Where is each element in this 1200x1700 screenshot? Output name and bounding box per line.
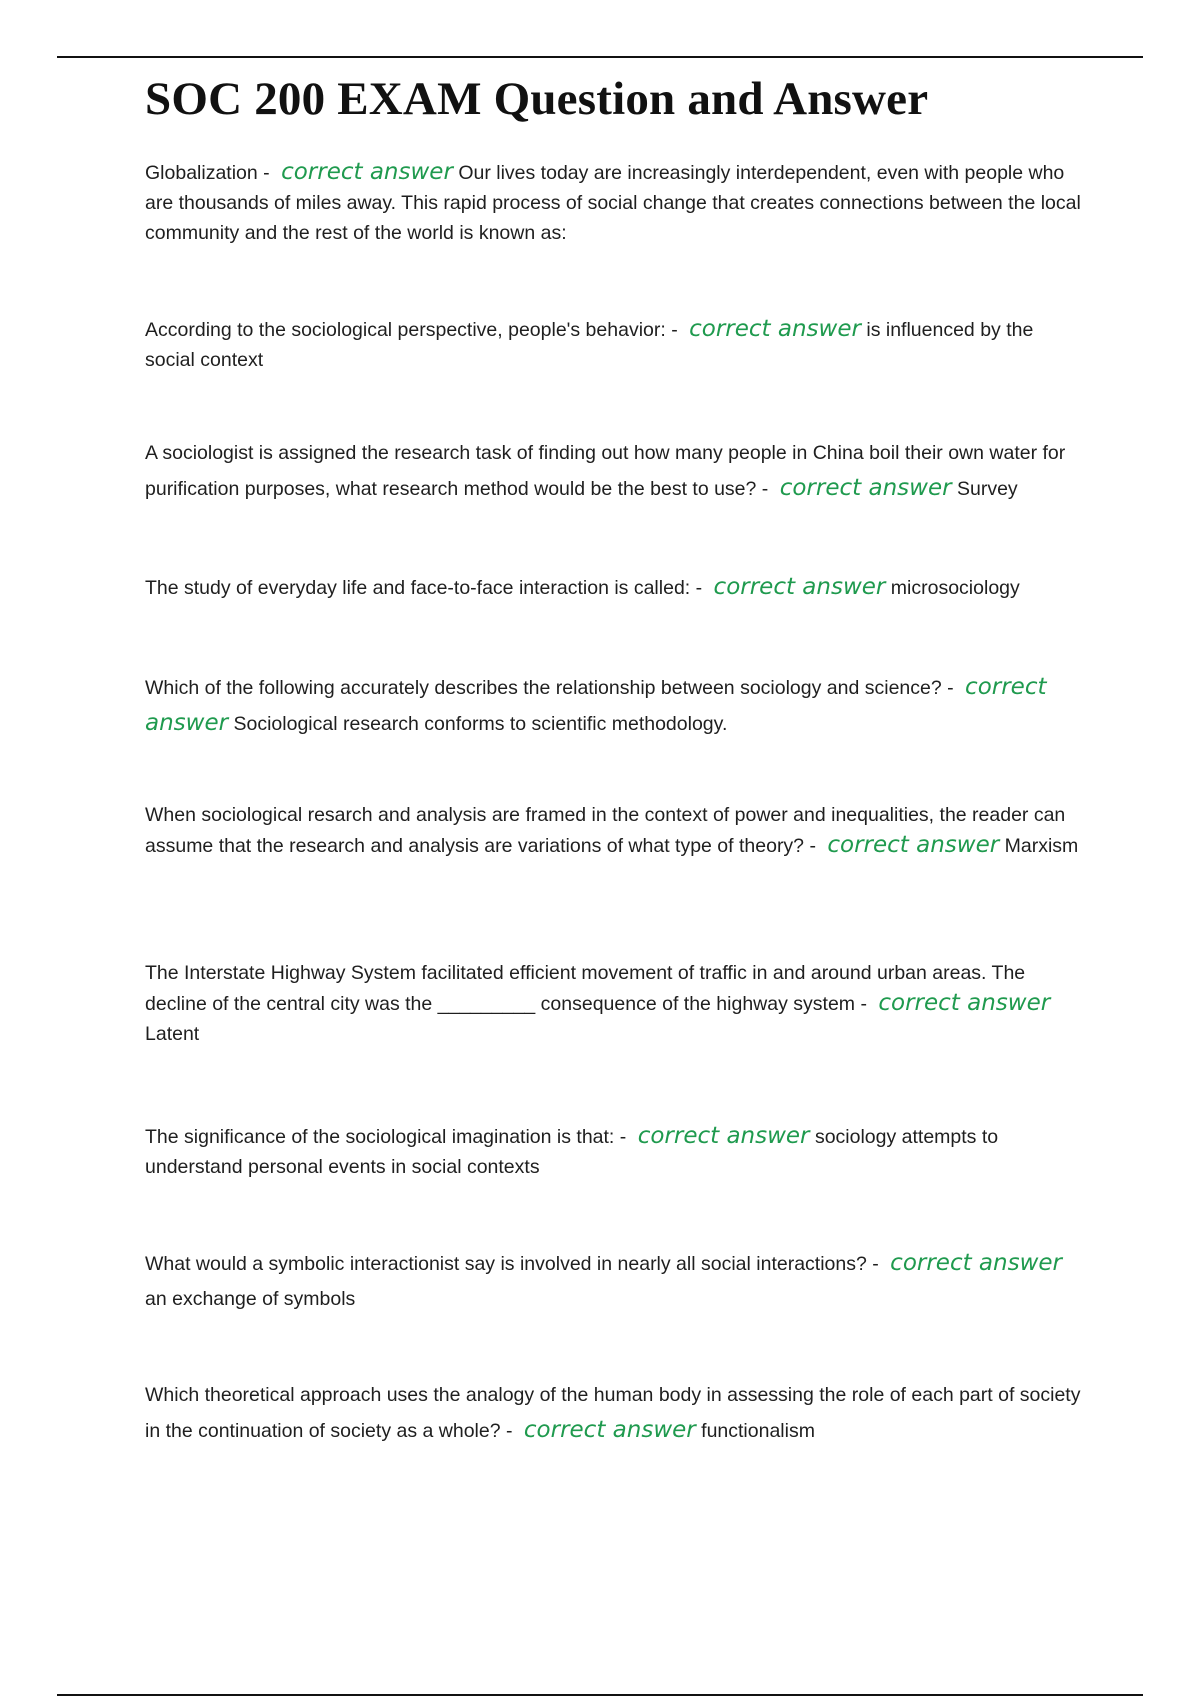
- question-text: Globalization: [145, 162, 258, 184]
- page-title: SOC 200 EXAM Question and Answer: [145, 73, 929, 125]
- answer-text: Sociological research conforms to scientific methodology.: [233, 713, 728, 735]
- correct-answer-marker: correct answer: [523, 1417, 696, 1443]
- qa-item: [145, 572, 1085, 603]
- separator: -: [671, 319, 678, 341]
- question-text: A sociologist is assigned the research task of finding out how many people in China boil their own water for purification purposes, what research method would be the best to use?: [145, 442, 1066, 500]
- correct-answer-marker: correct answer: [145, 674, 1047, 736]
- question-text: What would a symbolic interactionist say is involved in nearly all social interactions?: [145, 1253, 867, 1275]
- correct-answer-marker: correct answer: [713, 574, 886, 600]
- separator: -: [872, 1253, 879, 1275]
- correct-answer-marker: correct answer: [779, 475, 952, 501]
- separator: -: [505, 1420, 513, 1442]
- separator: -: [619, 1126, 627, 1148]
- answer-text: Survey: [956, 478, 1018, 500]
- answer-text: sociology attempts to understand personal events in social contexts: [145, 1126, 999, 1178]
- correct-answer-marker: correct answer: [281, 159, 453, 185]
- question-text: When sociological resarch and analysis are framed in the context of power and inequalities, the reader can assume that the research and analysis are variations of what type of theory?: [145, 804, 1066, 857]
- answer-text: Our lives today are increasingly interdependent, even with people who are thousands of miles away. This rapid process of social change that creates connections between the local community and the rest of the world is known as:: [145, 162, 1081, 244]
- answer-text: an exchange of symbols: [145, 1288, 356, 1310]
- bottom-rule: [57, 1694, 1143, 1696]
- separator: -: [263, 162, 270, 184]
- top-rule: [57, 56, 1143, 58]
- qa-item: [145, 1246, 1085, 1317]
- question-text: The Interstate Highway System facilitated efficient movement of traffic in and around urban areas. The decline of the central city was the _________ consequence of the highway system: [145, 962, 1026, 1015]
- qa-item: [145, 436, 1085, 507]
- question-text: The significance of the sociological imagination is that:: [145, 1126, 615, 1148]
- answer-text: microsociology: [890, 577, 1020, 599]
- answer-text: Latent: [145, 1023, 200, 1045]
- separator: -: [947, 677, 954, 699]
- separator: -: [860, 993, 867, 1015]
- answer-text: is influenced by the social context: [145, 319, 1034, 371]
- separator: -: [761, 478, 769, 500]
- qa-item: [145, 1121, 1085, 1182]
- qa-item: [145, 157, 1085, 248]
- correct-answer-marker: correct answer: [827, 832, 1000, 858]
- answer-text: Marxism: [1004, 835, 1079, 857]
- question-text: Which theoretical approach uses the analogy of the human body in assessing the role of each part of society in the continuation of society as a whole?: [145, 1384, 1081, 1442]
- question-text: Which of the following accurately describes the relationship between sociology and science?: [145, 677, 942, 699]
- qa-item: [145, 314, 1085, 375]
- correct-answer-marker: correct answer: [689, 316, 861, 342]
- question-text: According to the sociological perspective, people's behavior:: [145, 319, 666, 341]
- qa-item: [145, 800, 1085, 861]
- separator: -: [695, 577, 703, 599]
- answer-text: functionalism: [701, 1420, 815, 1442]
- qa-item: [145, 958, 1085, 1049]
- correct-answer-marker: correct answer: [878, 990, 1051, 1016]
- separator: -: [809, 835, 816, 857]
- correct-answer-marker: correct answer: [890, 1250, 1062, 1276]
- qa-item: [145, 670, 1085, 742]
- question-text: The study of everyday life and face-to-face interaction is called:: [145, 577, 691, 599]
- correct-answer-marker: correct answer: [637, 1123, 810, 1149]
- qa-item: [145, 1378, 1085, 1449]
